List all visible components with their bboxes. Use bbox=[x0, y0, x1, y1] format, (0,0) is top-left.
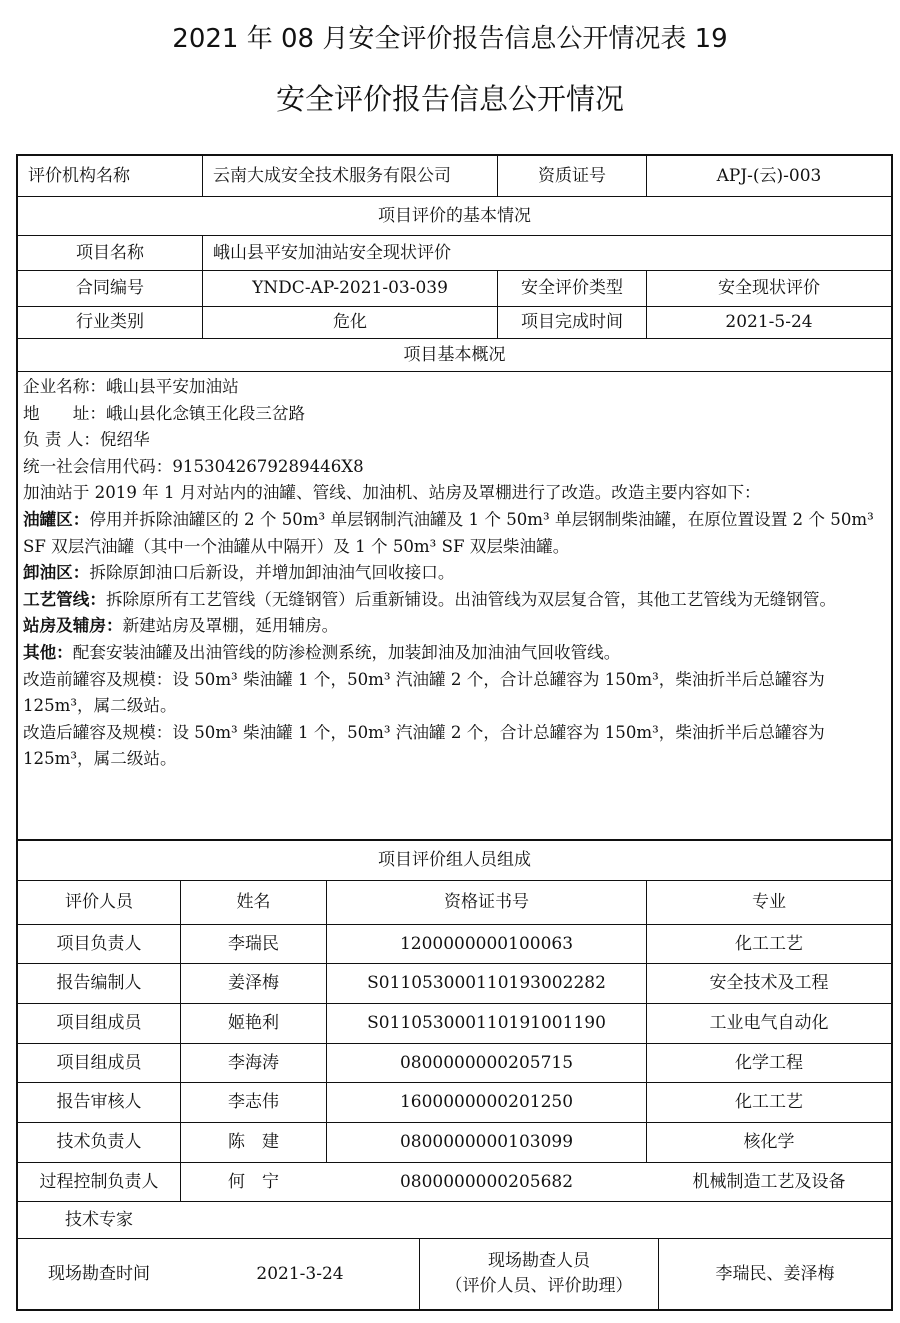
eval-type-value: 安全现状评价 bbox=[718, 278, 820, 298]
survey-staff-value: 李瑞民、姜泽梅 bbox=[715, 1263, 835, 1284]
other-paragraph bbox=[23, 640, 883, 667]
team-cert: S011053000110193002282 bbox=[367, 973, 606, 993]
team-role: 项目组成员 bbox=[56, 1013, 142, 1033]
station-label: 站房及辅房： bbox=[23, 616, 123, 636]
team-name: 陈 建 bbox=[228, 1132, 279, 1152]
team-major: 化工工艺 bbox=[735, 1092, 803, 1112]
capacity-before: 改造前罐容及规模：设 50m³ 柴油罐 1 个，50m³ 汽油罐 2 个，合计总罐容为 150m³，柴油折半后总罐容为 125m³，属二级站。 bbox=[23, 669, 825, 716]
other-text: 配套安装油罐及出油管线的防渗检测系统，加装卸油及加油油气回收管线。 bbox=[72, 642, 621, 662]
team-name: 李海涛 bbox=[228, 1052, 279, 1073]
pipeline-paragraph bbox=[23, 587, 883, 614]
survey-staff-label bbox=[420, 1239, 658, 1309]
survey-staff-label-line1: 现场勘查人员 bbox=[488, 1251, 590, 1271]
team-major: 核化学 bbox=[743, 1132, 795, 1152]
org-name-value: 云南大成安全技术服务有限公司 bbox=[213, 165, 451, 186]
company-address: 地 址：峨山县化念镇王化段三岔路 bbox=[23, 403, 306, 423]
team-col-role: 评价人员 bbox=[65, 892, 133, 912]
survey-staff-label-line2: （评价人员、评价助理） bbox=[445, 1276, 633, 1296]
team-role: 项目组成员 bbox=[56, 1052, 142, 1073]
capacity-after: 改造后罐容及规模：设 50m³ 柴油罐 1 个，50m³ 汽油罐 2 个，合计总罐容为 150m³，柴油折半后总罐容为 125m³，属二级站。 bbox=[23, 722, 825, 769]
team-major: 工业电气自动化 bbox=[709, 1013, 829, 1033]
station-paragraph bbox=[23, 613, 883, 640]
unload-area-text: 拆除原卸油口后新设，并增加卸油油气回收接口。 bbox=[89, 563, 455, 583]
team-name: 何 宁 bbox=[228, 1171, 279, 1192]
pipeline-text: 拆除原所有工艺管线（无缝钢管）后重新铺设。出油管线为双层复合管，其他工艺管线为无缝钢管。 bbox=[105, 589, 837, 609]
org-name-label: 评价机构名称 bbox=[28, 165, 130, 186]
disclosure-table bbox=[16, 154, 893, 1311]
industry-value: 危化 bbox=[333, 312, 367, 332]
credit-code: 统一社会信用代码：9153042679289446X8 bbox=[23, 456, 364, 476]
document-subtitle: 安全评价报告信息公开情况 bbox=[275, 82, 624, 116]
survey-time-label: 现场勘查时间 bbox=[48, 1263, 150, 1284]
contract-no-value: YNDC-AP-2021-03-039 bbox=[252, 278, 448, 298]
company-owner: 负 责 人：倪绍华 bbox=[23, 430, 150, 450]
completion-time-label: 项目完成时间 bbox=[521, 312, 623, 332]
team-name: 李瑞民 bbox=[228, 933, 279, 954]
team-header: 项目评价组人员组成 bbox=[378, 850, 531, 870]
team-name: 李志伟 bbox=[228, 1092, 279, 1112]
team-col-cert: 资格证书号 bbox=[444, 892, 529, 912]
team-cert: 0800000000103099 bbox=[399, 1132, 574, 1152]
document-title: 2021 年 08 月安全评价报告信息公开情况表 19 bbox=[172, 24, 728, 54]
tech-expert-label: 技术专家 bbox=[65, 1209, 133, 1230]
team-cert: 1600000000201250 bbox=[399, 1092, 574, 1112]
team-role: 项目负责人 bbox=[56, 933, 142, 954]
team-cert: 0800000000205682 bbox=[399, 1171, 574, 1192]
team-major: 机械制造工艺及设备 bbox=[692, 1171, 846, 1192]
team-major: 化学工程 bbox=[735, 1052, 803, 1073]
other-label: 其他： bbox=[23, 642, 73, 662]
project-name-label: 项目名称 bbox=[76, 242, 144, 263]
company-name: 企业名称：峨山县平安加油站 bbox=[23, 377, 239, 396]
team-cert: 0800000000205715 bbox=[399, 1052, 574, 1073]
team-role: 报告审核人 bbox=[56, 1092, 142, 1112]
team-major: 化工工艺 bbox=[735, 933, 803, 954]
team-name: 姜泽梅 bbox=[228, 973, 279, 993]
team-role: 报告编制人 bbox=[56, 973, 142, 993]
cert-no-label: 资质证号 bbox=[538, 165, 606, 186]
eval-type-label: 安全评价类型 bbox=[521, 278, 623, 298]
project-name-value: 峨山县平安加油站安全现状评价 bbox=[213, 242, 451, 263]
team-col-major: 专业 bbox=[752, 892, 786, 912]
overview-body bbox=[23, 374, 883, 773]
survey-time-value: 2021-3-24 bbox=[256, 1263, 344, 1284]
unload-area-label: 卸油区： bbox=[23, 563, 90, 583]
team-cert: 1200000000100063 bbox=[399, 933, 574, 954]
contract-no-label: 合同编号 bbox=[76, 278, 144, 298]
completion-time-value: 2021-5-24 bbox=[725, 312, 813, 332]
industry-label: 行业类别 bbox=[76, 312, 144, 332]
team-major: 安全技术及工程 bbox=[709, 973, 829, 993]
tank-area-label: 油罐区： bbox=[23, 509, 90, 529]
team-col-name: 姓名 bbox=[236, 892, 271, 912]
station-text: 新建站房及罩棚，延用辅房。 bbox=[122, 616, 339, 636]
tank-area-text: 停用并拆除油罐区的 2 个 50m³ 单层钢制汽油罐及 1 个 50m³ 单层钢制柴油罐，在原位置设置 2 个 50m³ SF 双层汽油罐（其中一个油罐从中隔开）及 1 个 50m³ SF 双层柴油罐。 bbox=[23, 509, 874, 556]
basic-info-header: 项目评价的基本情况 bbox=[378, 205, 531, 226]
team-name: 姬艳利 bbox=[228, 1013, 279, 1033]
cert-no-value: APJ-(云)-003 bbox=[716, 165, 822, 186]
tech-expert-value bbox=[181, 1202, 891, 1238]
team-cert: S011053000110191001190 bbox=[367, 1013, 606, 1033]
unload-area-paragraph bbox=[23, 560, 883, 587]
team-role: 技术负责人 bbox=[56, 1132, 142, 1152]
pipeline-label: 工艺管线： bbox=[23, 589, 106, 609]
team-role: 过程控制负责人 bbox=[39, 1171, 159, 1192]
renovation-intro: 加油站于 2019 年 1 月对站内的油罐、管线、加油机、站房及罩棚进行了改造。改造主要内容如下： bbox=[23, 483, 761, 503]
tank-area-paragraph bbox=[23, 507, 883, 560]
overview-header: 项目基本概况 bbox=[403, 344, 506, 365]
